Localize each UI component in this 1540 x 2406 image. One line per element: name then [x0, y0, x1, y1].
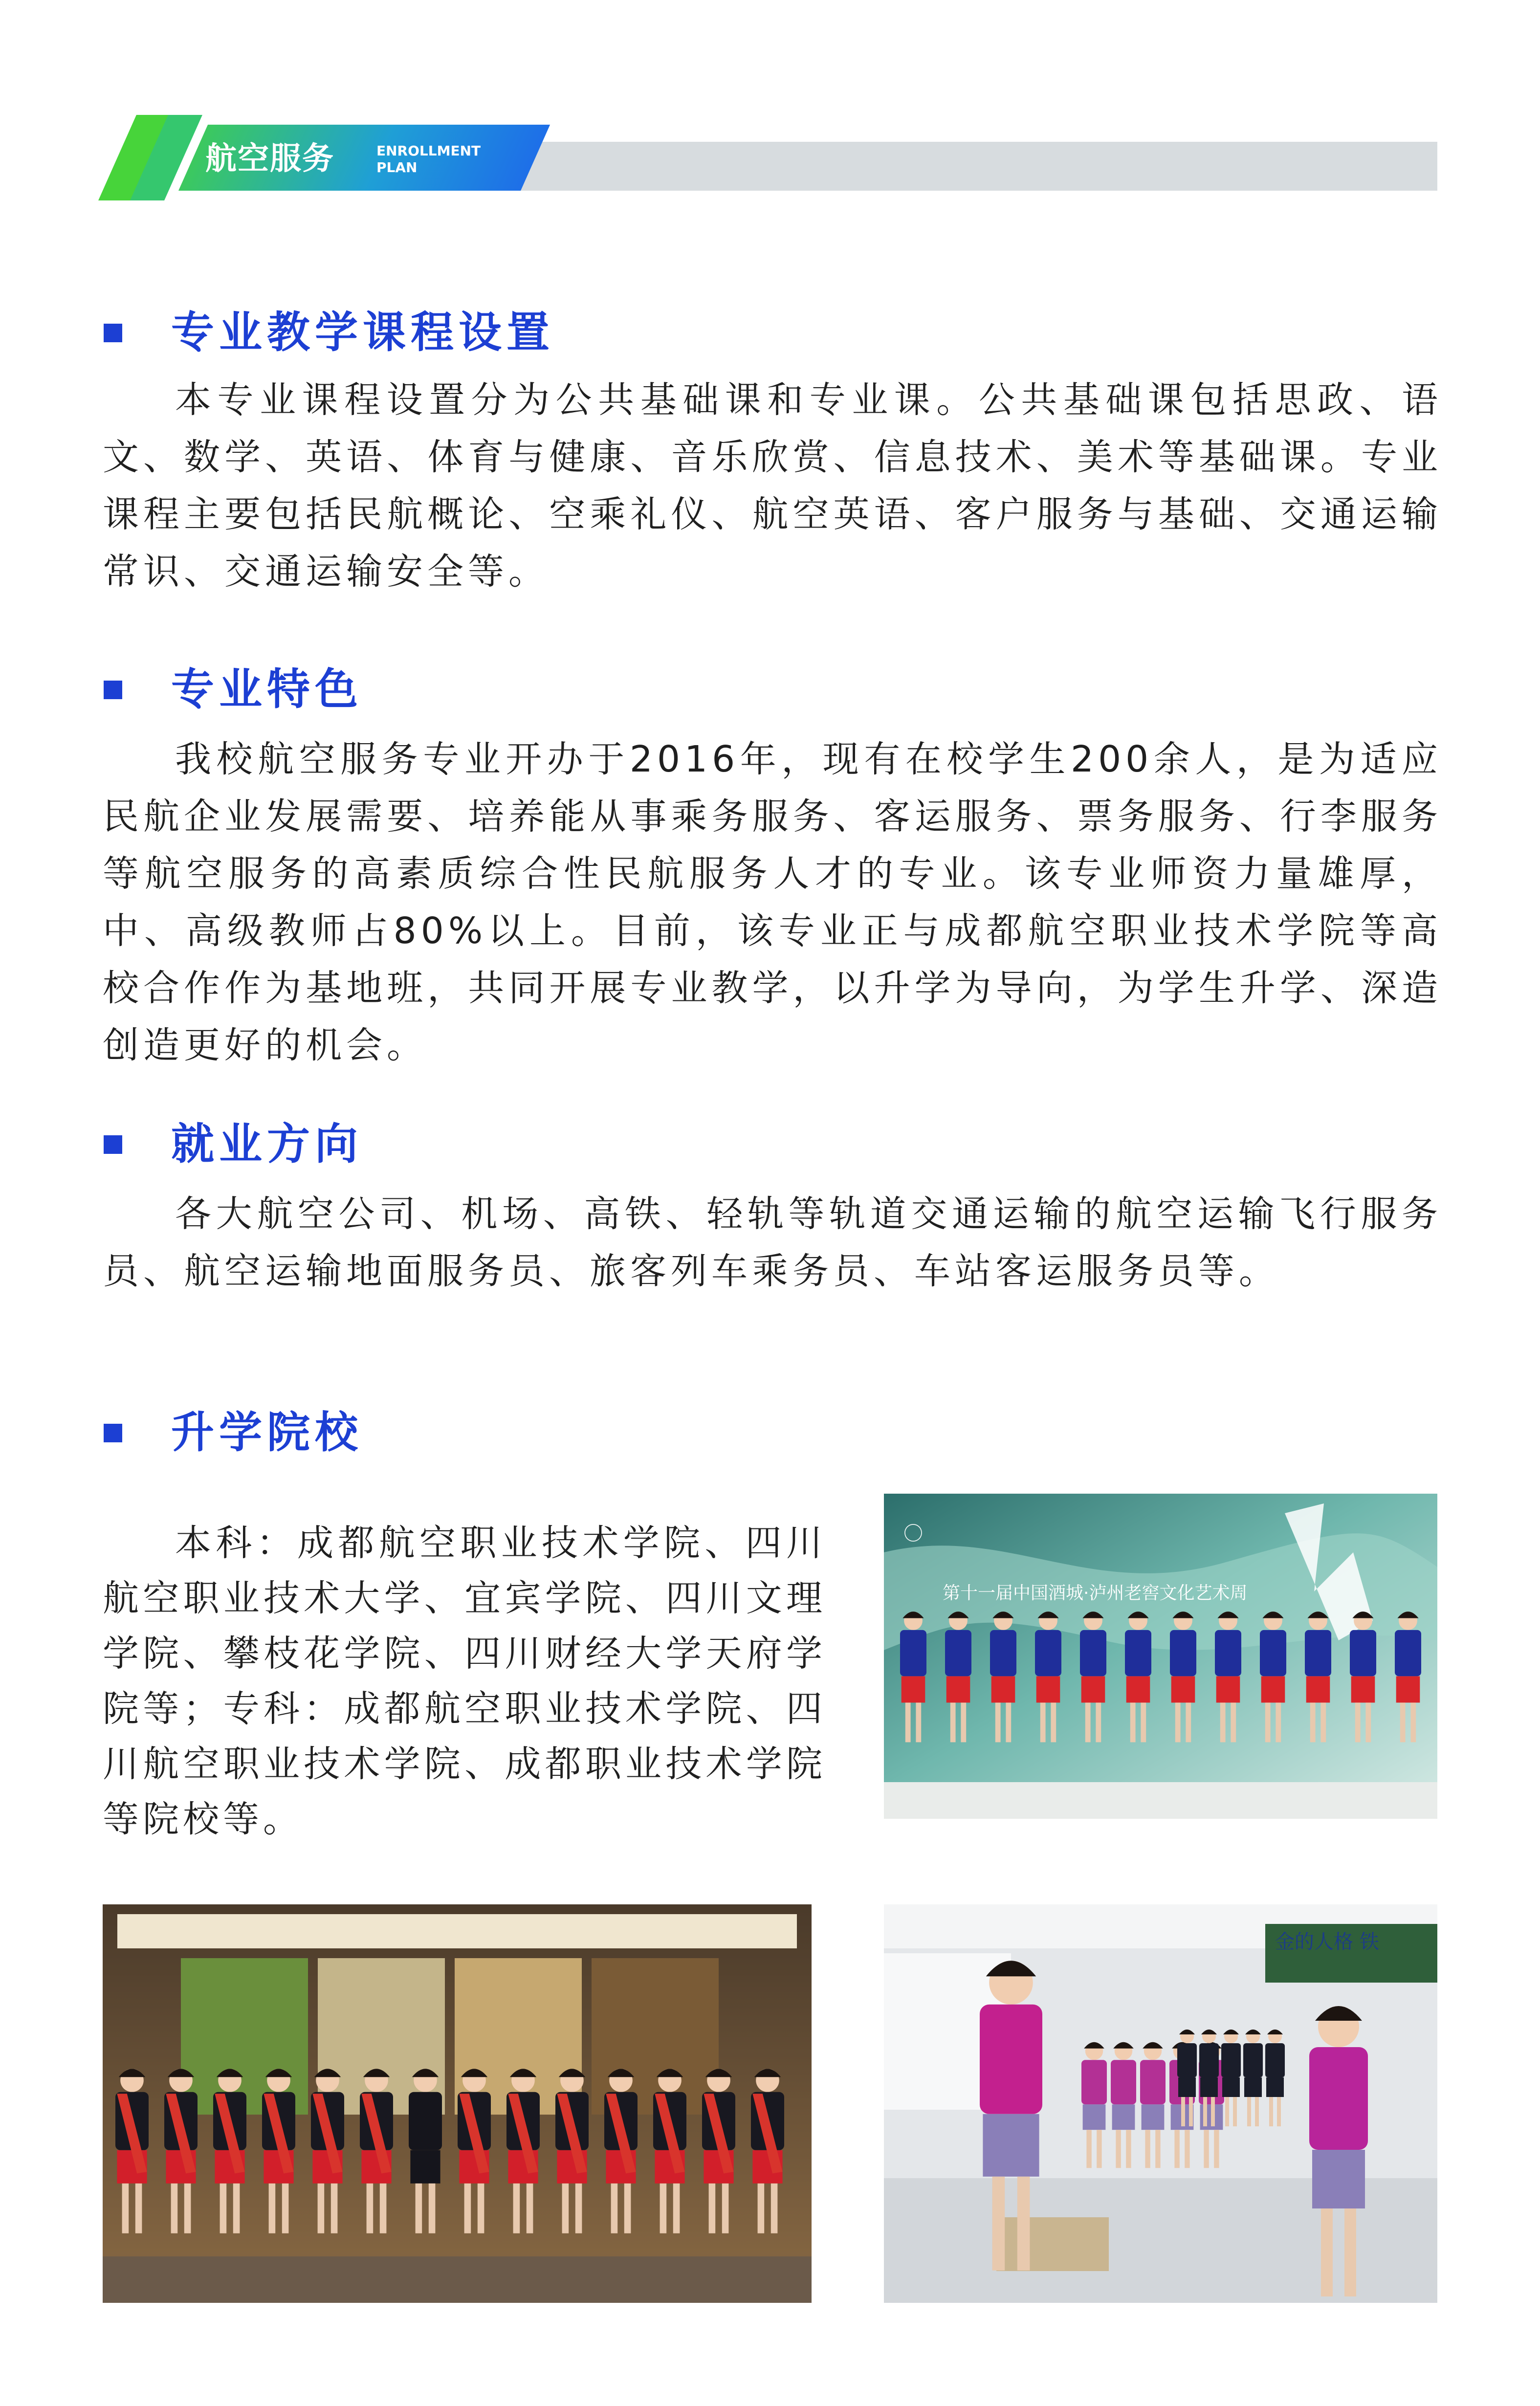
photo3-board-text: 金的人格 铁 — [1275, 1931, 1379, 1953]
header-gray-bar — [494, 142, 1437, 191]
page-header — [0, 0, 1540, 205]
svg-text:〇: 〇 — [903, 1523, 923, 1545]
section-bullet-employment — [104, 1135, 122, 1154]
header-english-line1: ENROLLMENT — [376, 143, 481, 159]
section-bullet-curriculum — [104, 324, 122, 342]
section-body-features: 我校航空服务专业开办于2016年，现有在校学生200余人，是为适应民航企业发展需要、培养能从事乘务服务、客运服务、票务服务、行李服务等航空服务的高素质综合性民航服务人才的专业。该专业师资力量雄厚，中、高级教师占80%以上。目前，该专业正与成都航空职业技术学院等高校合作作为基地班，共同开展专业教学，以升学为导向，为学生升学、深造创造更好的机会。 — [103, 738, 1442, 1066]
section-title-features: 专业特色 — [171, 664, 363, 714]
section-body-curriculum: 本专业课程设置分为公共基础课和专业课。公共基础课包括思政、语文、数学、英语、体育与健康、音乐欣赏、信息技术、美术等基础课。专业课程主要包括民航概论、空乘礼仪、航空英语、客户服务与基础、交通运输常识、交通运输安全等。 — [103, 379, 1442, 593]
photo-stage-group — [884, 1494, 1437, 1819]
photo-sash-group — [103, 1904, 812, 2303]
section-bullet-features — [104, 681, 122, 699]
section-bullet-colleges — [104, 1424, 122, 1442]
header-english — [376, 143, 481, 176]
header-title: 航空服务 — [205, 141, 334, 177]
header-english-line2: PLAN — [376, 159, 418, 176]
section-title-curriculum: 专业教学课程设置 — [171, 307, 555, 357]
section-title-employment: 就业方向 — [171, 1119, 363, 1169]
section-body-employment: 各大航空公司、机场、高铁、轻轨等轨道交通运输的航空运输飞行服务员、航空运输地面服务员、旅客列车乘务员、车站客运服务员等。 — [103, 1193, 1442, 1292]
section-body-colleges: 本科：成都航空职业技术学院、四川航空职业技术大学、宜宾学院、四川文理学院、攀枝花学院、四川财经大学天府学院等；专科：成都航空职业技术学院、四川航空职业技术学院、成都职业技术学院等院校等。 — [103, 1522, 826, 1840]
photo-classroom — [884, 1904, 1437, 2303]
section-title-colleges: 升学院校 — [171, 1407, 363, 1457]
photo1-banner-line: 第十一届中国酒城·泸州老窖文化艺术周 — [943, 1583, 1248, 1603]
